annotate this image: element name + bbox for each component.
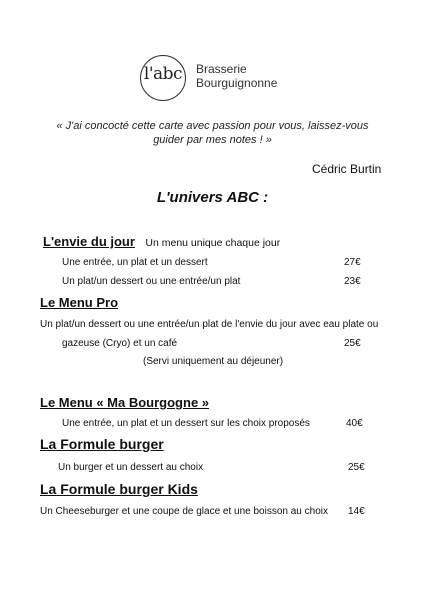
menu-pro-title: Le Menu Pro: [40, 295, 119, 310]
quote-author: Cédric Burtin: [312, 162, 382, 176]
envie-header: [43, 233, 280, 251]
burger-price: 25€: [348, 462, 365, 473]
logo-mark: l'abc: [143, 64, 183, 84]
quote-line-1: « J'ai concocté cette carte avec passion pour vous, laissez-vous: [56, 120, 369, 132]
quote-line-2: guider par mes notes ! »: [153, 134, 272, 146]
envie-title: L'envie du jour: [43, 234, 135, 249]
section-title: L'univers ABC :: [156, 189, 269, 206]
burger-kids-title: La Formule burger Kids: [40, 481, 198, 497]
envie-subtitle: Un menu unique chaque jour: [145, 237, 281, 249]
ma-bourgogne-title: Le Menu « Ma Bourgogne »: [40, 395, 210, 410]
envie-item-1-label: Une entrée, un plat et un dessert: [62, 257, 208, 268]
burger-label: Un burger et un dessert au choix: [58, 462, 204, 473]
menu-pro-line-2: gazeuse (Cryo) et un café: [62, 338, 178, 349]
burger-title: La Formule burger: [40, 436, 164, 452]
ma-bourgogne-label: Une entrée, un plat et un dessert sur les choix proposés: [62, 418, 310, 429]
ma-bourgogne-price: 40€: [346, 418, 363, 429]
envie-item-2-label: Un plat/un dessert ou une entrée/un plat: [62, 276, 241, 287]
logo-line-1: Brasserie: [196, 62, 247, 76]
burger-kids-label: Un Cheeseburger et une coupe de glace et une boisson au choix: [40, 506, 328, 517]
burger-kids-price: 14€: [348, 506, 365, 517]
menu-pro-price: 25€: [344, 338, 361, 349]
envie-item-1-price: 27€: [344, 257, 361, 268]
menu-pro-note: (Servi uniquement au déjeuner): [143, 356, 284, 367]
menu-pro-line-1: Un plat/un dessert ou une entrée/un plat de l'envie du jour avec eau plate ou: [40, 319, 379, 330]
envie-item-2-price: 23€: [344, 276, 361, 287]
logo-line-2: Bourguignonne: [196, 76, 278, 90]
